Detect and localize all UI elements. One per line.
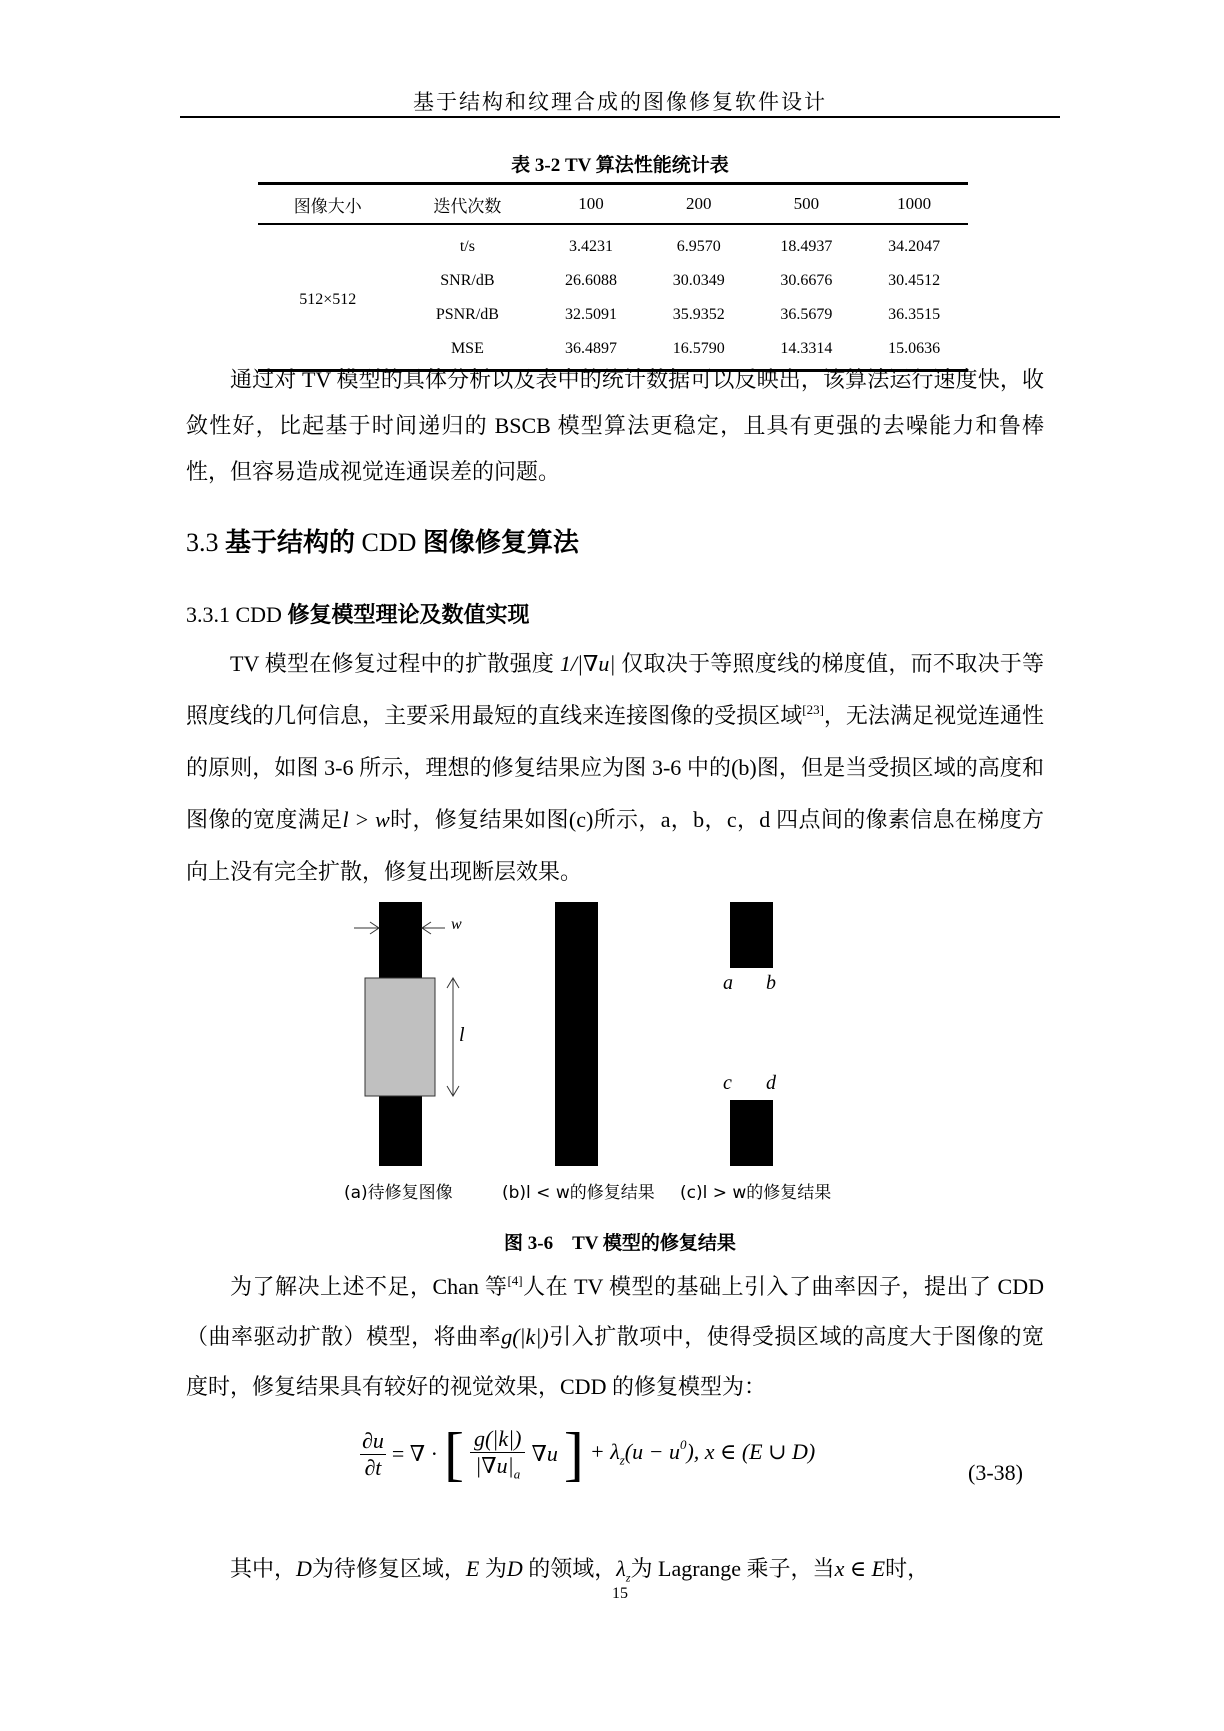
text: 为 Lagrange 乘子，当 [630,1556,835,1581]
superscript: 0 [679,1437,687,1453]
denominator: ∂t [364,1454,382,1480]
section-heading-3-3-1 [186,598,529,629]
subscript: a [513,1466,521,1482]
inline-formula: 1/|∇u| [559,651,616,676]
citation: [4] [507,1273,523,1288]
column-header: 100 [578,194,604,213]
point-label-a: a [723,972,733,994]
domain: ), x ∈ (E ∪ D) [686,1439,816,1465]
text: 为了解决上述不足，Chan 等 [230,1274,508,1299]
text: TV 模型在修复过程中的扩散强度 [230,651,560,676]
symbol-lambda: λ [616,1556,626,1581]
length-label: l [459,1024,465,1046]
metric-cell: SNR/dB [440,272,495,289]
value-cell: 36.4897 [565,340,618,357]
section-number: 3.3.1 [186,602,230,627]
column-header: 500 [793,194,820,213]
section-title-latin: CDD [361,528,417,557]
metric-cell: PSNR/dB [435,306,499,323]
symbol-D: D [296,1556,312,1581]
table-row [258,224,968,264]
performance-table [258,182,968,372]
page-number: 15 [612,1585,628,1602]
subcaption-b: (b)l < w的修复结果 [502,1183,655,1203]
value-cell: 15.0636 [888,340,941,357]
value-cell: 30.0349 [672,272,725,289]
value-cell: 35.9352 [672,306,725,323]
table-header-row [258,184,968,225]
column-header: 200 [685,194,712,213]
header-rule [180,116,1060,118]
section-title: 基于结构的 [225,528,356,558]
column-header: 迭代次数 [433,196,502,216]
operator: = ∇ · [391,1441,438,1466]
column-header: 图像大小 [293,196,362,216]
text: 仅取决于等照度线的梯度值，而不取决于等照度线的几何信息，主要采用最短的直线来连接图像的受损区域 [186,651,1044,728]
section-title: 图像修复算法 [422,528,579,558]
column-header: 1000 [897,194,932,213]
symbol-D: D [506,1556,523,1581]
subcaption-a: (a)待修复图像 [344,1183,453,1203]
symbol-E: E [465,1556,480,1581]
text: 人在 TV 模型的基础上引入了曲率因子，提出了 CDD（曲率驱动扩散）模型，将曲率 [186,1274,1044,1349]
table-caption: 表 3-2 TV 算法性能统计表 [511,155,729,176]
section-title-latin: CDD [235,602,282,627]
text: 时， [885,1556,930,1581]
figure-3-6 [330,900,890,1240]
grad-norm: |∇u| [475,1452,514,1478]
equation-3-38 [360,1421,816,1487]
value-cell: 18.4937 [780,238,833,255]
running-header: 基于结构和纹理合成的图像修复软件设计 [413,90,827,114]
value-cell: 36.5679 [780,306,833,323]
numerator: ∂u [362,1427,384,1453]
metric-cell: MSE [450,340,484,357]
value-cell: 6.9570 [676,238,721,255]
text: 的领域， [522,1556,617,1581]
inline-formula: l > w [342,807,390,832]
value-cell: 32.5091 [565,306,618,323]
point-label-c: c [723,1072,732,1094]
citation: [23] [802,702,824,717]
section-heading-3-3 [186,522,579,559]
equation-number: (3-38) [968,1460,1023,1485]
subcaption-c: (c)l > w的修复结果 [680,1183,832,1203]
value-cell: 36.3515 [888,306,941,323]
text: ，无法满足视觉连通性的原则，如图 3-6 所示，理想的修复结果应为图 3-6 中的(b)图，但是当受损区域的高度和图像的宽度满足 [186,703,1044,832]
value-cell: 26.6088 [565,272,618,289]
section-title: 修复模型理论及数值实现 [287,603,530,628]
fidelity-term [590,1439,815,1468]
term: (u − u [624,1439,680,1465]
numerator: g(|k|) [470,1426,526,1453]
text: 其中， [230,1556,297,1581]
left-bracket: [ [443,1421,464,1487]
value-cell: 34.2047 [888,238,941,255]
section-number: 3.3 [186,528,219,557]
figure-caption: 图 3-6 TV 模型的修复结果 [504,1233,736,1254]
inner-fraction [470,1426,526,1482]
lhs-fraction [360,1428,386,1481]
width-label: w [451,916,462,933]
value-cell: 3.4231 [569,238,614,255]
metric-cell: t/s [459,238,475,255]
text: 为待修复区域， [311,1556,466,1581]
value-cell: 16.5790 [672,340,725,357]
right-bracket: ] [563,1421,584,1487]
inline-formula: x ∈ E [834,1556,886,1581]
value-cell: 30.6676 [780,272,833,289]
subscript: z [619,1452,625,1468]
text: 为 [479,1556,507,1581]
text: 时，修复结果如图(c)所示，a，b，c，d 四点间的像素信息在梯度方向上没有完全扩散，修复出现断层效果。 [186,807,1044,884]
subscript: z [625,1570,631,1585]
paragraph-cdd-intro [186,1262,1044,1412]
value-cell: 30.4512 [888,272,941,289]
paragraph-tv-limitation [186,638,1044,898]
gradient: ∇u [531,1441,558,1466]
lambda: + λ [589,1439,620,1465]
point-label-d: d [766,1072,776,1094]
denominator [475,1453,520,1482]
value-cell: 14.3314 [780,340,833,357]
inline-formula: g(|k|) [501,1324,549,1349]
text: 引入扩散项中，使得受损区域的高度大于图像的宽度时，修复结果具有较好的视觉效果，CDD 的修复模型为： [186,1324,1044,1399]
paragraph-tv-analysis: 通过对 TV 模型的具体分析以及表中的统计数据可以反映出，该算法运行速度快，收敛性好，比起基于时间递归的 BSCB 模型算法更稳定，且具有更强的去噪能力和鲁棒性，但容易造成视觉连通误差的问题。 [186,367,1044,484]
row-group-label: 512×512 [299,290,357,308]
point-label-b: b [766,972,776,994]
